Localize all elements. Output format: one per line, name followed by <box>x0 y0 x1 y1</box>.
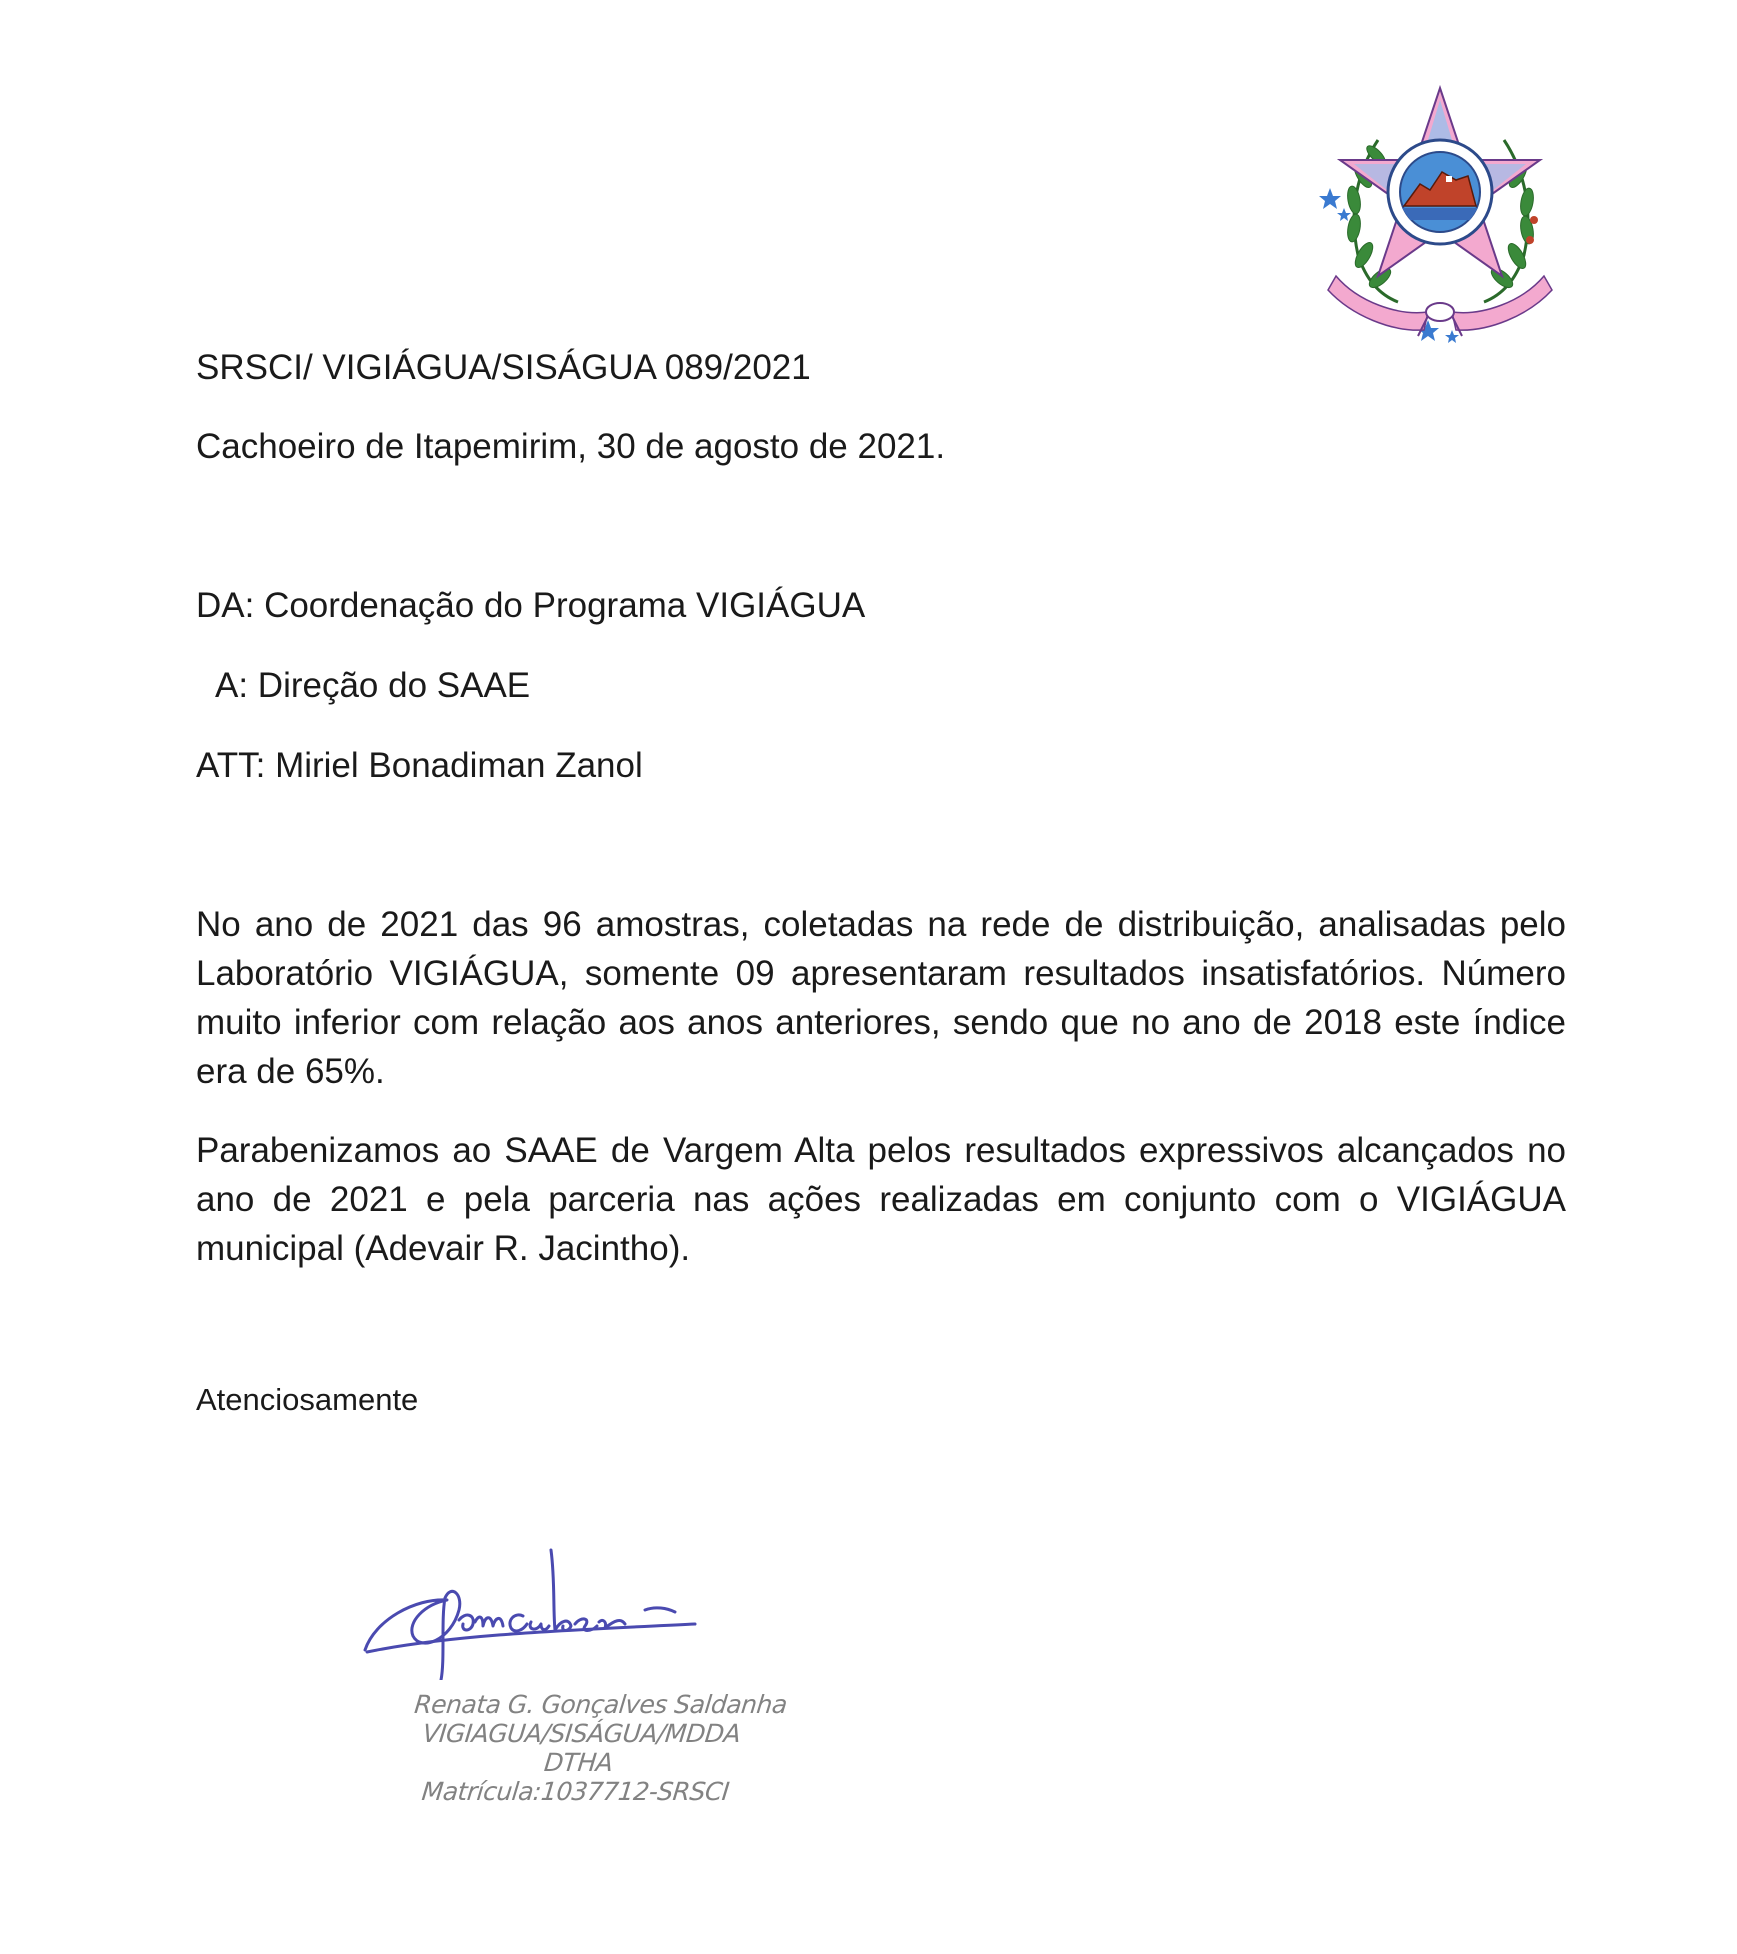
recipient-line: A: Direção do SAAE <box>215 666 531 705</box>
handwritten-signature <box>355 1540 715 1680</box>
ribbon <box>1328 276 1552 336</box>
sender-line: DA: Coordenação do Programa VIGIÁGUA <box>196 586 866 625</box>
closing: Atenciosamente <box>196 1382 419 1417</box>
stamp-line-department: VIGIAGUA/SISÁGUA/MDDA <box>421 1719 742 1748</box>
dateline: Cachoeiro de Itapemirim, 30 de agosto de 2021. <box>196 427 946 466</box>
document-reference: SRSCI/ VIGIÁGUA/SISÁGUA 089/2021 <box>196 348 811 387</box>
body-paragraph-2: Parabenizamos ao SAAE de Vargem Alta pelos resultados expressivos alcançados no ano de 2021 e pela parceria nas ações realizadas em conjunto com o VIGIÁGUA municipal (Adevair R. Jacintho). <box>196 1131 1566 1268</box>
stamp-line-division: DTHA <box>542 1748 615 1777</box>
body-paragraph-1: No ano de 2021 das 96 amostras, coletadas na rede de distribuição, analisadas pelo Laboratório VIGIÁGUA, somente 09 apresentaram resultados insatisfatórios. Número muito inferior com relação aos anos anteriores, sendo que no ano de 2018 este índice era de 65%. <box>196 905 1566 1091</box>
coat-of-arms-icon <box>1318 80 1562 350</box>
stamp-line-name: Renata G. Gonçalves Saldanha <box>413 1690 789 1719</box>
signature-stamp <box>404 1690 789 1806</box>
stamp-line-registration: Matrícula:1037712-SRSCI <box>420 1777 731 1806</box>
attention-line: ATT: Miriel Bonadiman Zanol <box>196 746 643 785</box>
